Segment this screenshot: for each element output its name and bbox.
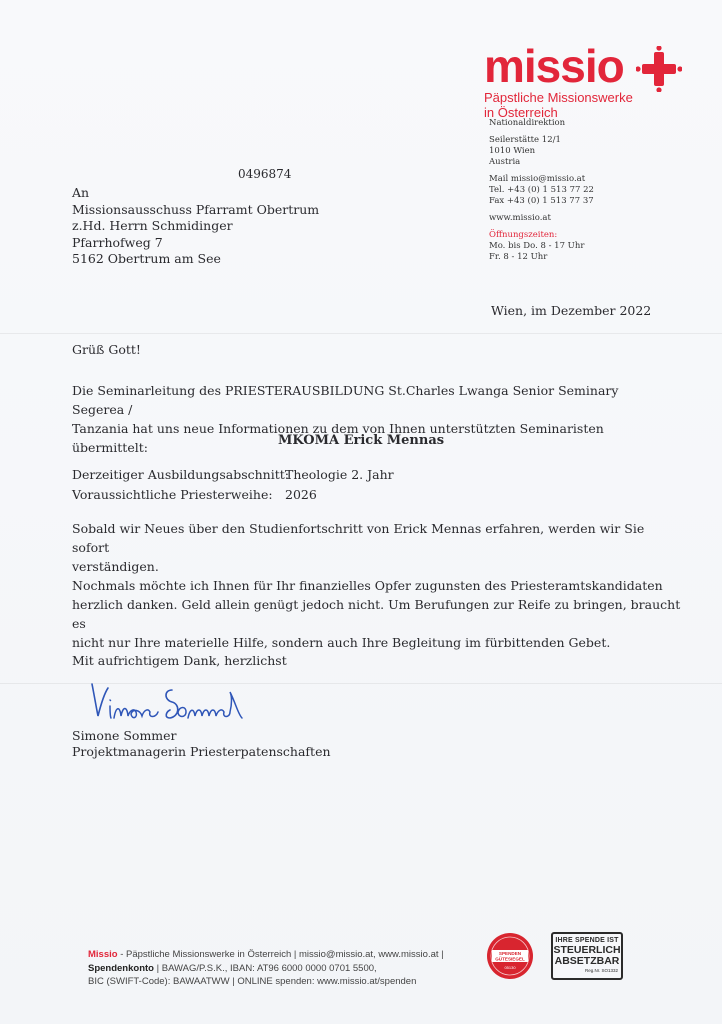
donation-seal-icon	[486, 932, 534, 980]
paragraph-line: verständigen.	[72, 559, 159, 574]
recipient-line: Missionsausschuss Pfarramt Obertrum	[72, 201, 320, 217]
mail: Mail missio@missio.at	[489, 174, 586, 184]
paragraph-line: Sobald wir Neues über den Studienfortschritt von Erick Mennas erfahren, werden wir Sie sofort	[72, 521, 645, 555]
logo-subtitle: in Österreich	[484, 105, 558, 120]
greeting: Grüß Gott!	[72, 342, 141, 357]
street: Seilerstätte 12/1	[489, 135, 561, 145]
stage-value: Theologie 2. Jahr	[285, 467, 394, 482]
logo-wordmark: missio	[484, 40, 624, 92]
hours-weekdays: Mo. bis Do. 8 - 17 Uhr	[489, 241, 585, 251]
seal-text-mid: GÜTESIEGEL	[495, 956, 525, 962]
country: Austria	[489, 157, 521, 167]
footer-line: - Päpstliche Missionswerke in Österreich | missio@missio.at, www.missio.at |	[117, 949, 444, 960]
thanks-paragraph	[72, 576, 682, 652]
paragraph-line: Nochmals möchte ich Ihnen für Ihr finanzielles Opfer zugunsten des Priesteramtskandidaten	[72, 578, 663, 593]
ordination-value: 2026	[285, 487, 317, 502]
footer-line: | BAWAG/P.S.K., IBAN: AT96 6000 0000 0701 5500,	[153, 962, 377, 974]
seminarian-name: MKOMA Erick Mennas	[277, 433, 445, 448]
handwritten-signature	[86, 680, 246, 728]
badge-reg: Reg.Nr. SO1332	[584, 968, 618, 973]
web: www.missio.at	[489, 213, 551, 223]
seal-text-top: SPENDEN	[498, 951, 522, 956]
hours-label: Öffnungszeiten:	[489, 230, 558, 240]
seal-code: 05130	[504, 965, 516, 970]
footer-account-label: Spendenkonto	[88, 962, 154, 974]
progress-paragraph	[72, 519, 682, 576]
recipient-line: Pfarrhofweg 7	[72, 234, 163, 250]
recipient-line: 5162 Obertrum am See	[72, 251, 221, 266]
hours-friday: Fr. 8 - 12 Uhr	[489, 252, 548, 262]
city: 1010 Wien	[489, 146, 536, 156]
ordination-label: Voraussichtliche Priesterweihe:	[72, 487, 273, 502]
signer-block	[72, 728, 331, 760]
logo-subtitle: Päpstliche Missionswerke	[484, 90, 633, 105]
missio-logo	[484, 40, 694, 120]
tax-deductible-badge	[551, 932, 623, 980]
signer-name: Simone Sommer	[72, 728, 177, 743]
intro-line: Die Seminarleitung des PRIESTERAUSBILDUNG St.Charles Lwanga Senior Seminary Segerea /	[72, 383, 619, 417]
fold-line	[0, 333, 722, 334]
footer-line: BIC (SWIFT-Code): BAWAATWW | ONLINE spenden: www.missio.at/spenden	[88, 976, 417, 987]
paragraph-line: herzlich danken. Geld allein genügt jedoch nicht. Um Berufungen zur Reife zu bringen, braucht es	[72, 597, 681, 631]
recipient-line: z.Hd. Herrn Schmidinger	[72, 218, 233, 233]
intro-line: Tanzania hat uns neue Informationen zu dem von Ihnen unterstützten Seminaristen übermittelt:	[72, 421, 604, 455]
recipient-address	[72, 185, 319, 268]
badge-line: STEUERLICH	[553, 944, 621, 956]
closing: Mit aufrichtigem Dank, herzlichst	[72, 653, 287, 668]
footer-brand: Missio	[88, 949, 118, 960]
cross-icon	[636, 46, 682, 92]
reference-number: 0496874	[238, 167, 292, 181]
stage-label: Derzeitiger Ausbildungsabschnitt:	[72, 467, 289, 482]
badge-line: ABSETZBAR	[554, 955, 620, 967]
letter-date: Wien, im Dezember 2022	[491, 303, 652, 318]
tel: Tel. +43 (0) 1 513 77 22	[489, 185, 594, 195]
badge-line: IHRE SPENDE IST	[555, 937, 619, 944]
department: Nationaldirektion	[489, 118, 566, 128]
signer-title: Projektmanagerin Priesterpatenschaften	[72, 744, 331, 759]
paragraph-line: nicht nur Ihre materielle Hilfe, sondern auch Ihre Begleitung im fürbittenden Gebet.	[72, 635, 611, 650]
recipient-line: An	[72, 185, 90, 200]
sender-address	[489, 118, 594, 263]
fax: Fax +43 (0) 1 513 77 37	[489, 196, 594, 206]
footer	[88, 948, 444, 989]
